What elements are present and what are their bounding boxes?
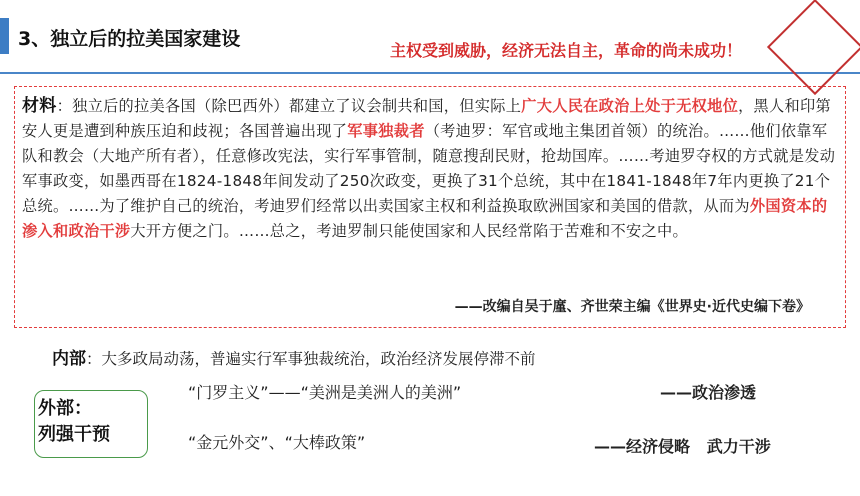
material-highlight-2: 军事独裁者 xyxy=(347,122,425,140)
inner-summary xyxy=(52,344,536,369)
material-label: 材料 xyxy=(22,96,57,116)
outer-label-line-2: 列强干预 xyxy=(38,424,110,445)
material-text xyxy=(22,94,842,244)
outer-label xyxy=(38,396,110,448)
material-part-2: ，黑人和印第安人更是遭到种族压迫和歧视；各国普遍出现了 xyxy=(22,97,831,140)
title-accent-bar xyxy=(0,18,9,54)
material-source: ——改编自吴于廑、齐世荣主编《世界史·近代史编下卷》 xyxy=(454,299,810,315)
material-part-4: 大开方便之门。……总之，考迪罗制只能使国家和人民经常陷于苦难和不安之中。 xyxy=(130,222,688,240)
material-highlight-1: 广大人民在政治上处于无权地位 xyxy=(521,97,739,115)
material-part-3: （考迪罗：军官或地主集团首领）的统治。……他们依靠军队和教会（大地产所有者），任意修改宪法，实行军事管制，随意搜刮民财，抢劫国库。……考迪罗夺权的方式就是发动军事政变，如墨西哥在1824-1848年间发动了250次政变，更换了31个总统，其中在1841-1848年7年内更换了21个总统。……为了维护自己的统治，考迪罗们经常以出卖国家主权和利益换取欧洲国家和美国的借款，从而为 xyxy=(22,122,836,215)
material-part-1: ：独立后的拉美各国（除巴西外）都建立了议会制共和国，但实际上 xyxy=(56,97,522,115)
outer-row-1-text: “门罗主义”——“美洲是美洲人的美洲” xyxy=(188,383,462,402)
section-title: 3、独立后的拉美国家建设 xyxy=(18,28,241,50)
section-note: 主权受到威胁，经济无法自主，革命的尚未成功！ xyxy=(390,41,743,60)
outer-row-2-result: ——经济侵略 武力干涉 xyxy=(594,437,771,456)
material-highlight-3: 外国资本的渗入和政治干涉 xyxy=(22,197,828,240)
inner-text: ：大多政局动荡，普遍实行军事独裁统治，政治经济发展停滞不前 xyxy=(86,350,536,368)
outer-label-line-1: 外部： xyxy=(38,398,92,419)
outer-row-2-text: “金元外交”、“大棒政策” xyxy=(188,433,366,452)
inner-label: 内部 xyxy=(52,349,86,369)
title-divider xyxy=(0,72,860,74)
outer-row-1-result: ——政治渗透 xyxy=(660,383,757,402)
